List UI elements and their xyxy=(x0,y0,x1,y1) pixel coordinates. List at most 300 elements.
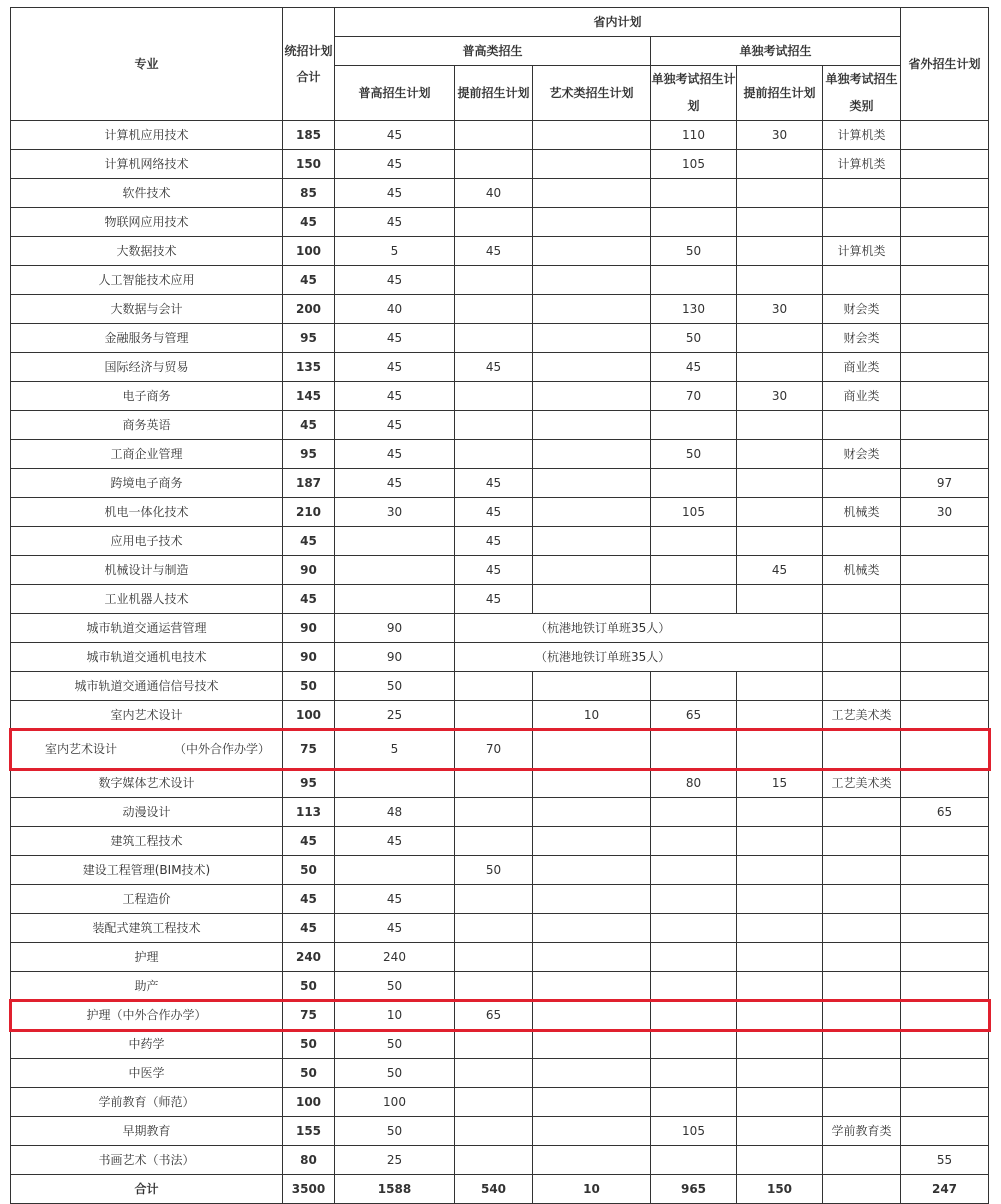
table-cell: 机械类 xyxy=(823,498,901,527)
table-cell: 540 xyxy=(455,1175,533,1204)
table-cell: 105 xyxy=(651,150,737,179)
table-cell: 装配式建筑工程技术 xyxy=(11,914,283,943)
table-cell: 45 xyxy=(335,382,455,411)
table-cell: 10 xyxy=(335,1001,455,1030)
table-cell: 187 xyxy=(283,469,335,498)
table-cell xyxy=(901,1088,989,1117)
table-cell xyxy=(651,672,737,701)
table-cell: 50 xyxy=(283,856,335,885)
table-cell: 75 xyxy=(283,730,335,769)
table-cell xyxy=(737,856,823,885)
table-cell: 3500 xyxy=(283,1175,335,1204)
table-cell: 45 xyxy=(335,324,455,353)
table-cell: 45 xyxy=(283,266,335,295)
table-row xyxy=(11,1030,989,1059)
table-cell xyxy=(533,798,651,827)
table-cell xyxy=(533,1088,651,1117)
table-cell xyxy=(901,1117,989,1146)
table-cell xyxy=(651,179,737,208)
table-row xyxy=(11,585,989,614)
table-cell: 工商企业管理 xyxy=(11,440,283,469)
table-row xyxy=(11,295,989,324)
table-row xyxy=(11,1088,989,1117)
table-row xyxy=(11,440,989,469)
table-cell: 90 xyxy=(335,643,455,672)
table-row xyxy=(11,701,989,730)
table-cell: （杭港地铁订单班35人） xyxy=(455,643,737,672)
table-cell: 45 xyxy=(283,208,335,237)
table-cell xyxy=(823,1146,901,1175)
table-cell xyxy=(651,943,737,972)
table-cell: 工艺美术类 xyxy=(823,701,901,730)
table-cell xyxy=(455,701,533,730)
table-cell: 130 xyxy=(651,295,737,324)
table-row xyxy=(11,527,989,556)
table-cell xyxy=(455,121,533,150)
table-cell xyxy=(651,208,737,237)
table-cell: 大数据与会计 xyxy=(11,295,283,324)
table-cell: 学前教育（师范） xyxy=(11,1088,283,1117)
table-cell: 50 xyxy=(283,972,335,1001)
table-cell xyxy=(823,1030,901,1059)
table-cell xyxy=(533,1146,651,1175)
table-cell xyxy=(533,121,651,150)
table-cell xyxy=(455,1030,533,1059)
table-cell: 计算机类 xyxy=(823,121,901,150)
table-cell xyxy=(901,701,989,730)
table-row xyxy=(11,769,989,798)
table-cell: 50 xyxy=(283,672,335,701)
table-row xyxy=(11,1146,989,1175)
table-cell xyxy=(533,972,651,1001)
table-cell: 95 xyxy=(283,440,335,469)
table-cell: 城市轨道交通运营管理 xyxy=(11,614,283,643)
table-cell: 跨境电子商务 xyxy=(11,469,283,498)
table-row xyxy=(11,856,989,885)
table-cell: 50 xyxy=(335,1117,455,1146)
table-cell: 113 xyxy=(283,798,335,827)
table-cell: 247 xyxy=(901,1175,989,1204)
table-cell xyxy=(533,672,651,701)
table-cell: 105 xyxy=(651,498,737,527)
table-cell: 数字媒体艺术设计 xyxy=(11,769,283,798)
header-single: 单独考试招生 xyxy=(651,37,901,66)
coop-note: （中外合作办学） xyxy=(173,742,270,756)
table-row xyxy=(11,614,989,643)
table-cell xyxy=(533,150,651,179)
table-cell: 45 xyxy=(283,885,335,914)
table-cell: 90 xyxy=(283,614,335,643)
table-cell xyxy=(823,469,901,498)
table-cell: 45 xyxy=(651,353,737,382)
table-row xyxy=(11,730,989,769)
table-cell xyxy=(335,769,455,798)
table-cell xyxy=(455,208,533,237)
table-cell xyxy=(901,827,989,856)
table-cell xyxy=(901,556,989,585)
table-cell: 软件技术 xyxy=(11,179,283,208)
table-cell xyxy=(737,798,823,827)
table-cell: 助产 xyxy=(11,972,283,1001)
table-cell: 建设工程管理(BIM技术) xyxy=(11,856,283,885)
table-cell: 计算机类 xyxy=(823,150,901,179)
table-cell xyxy=(737,208,823,237)
table-cell: 145 xyxy=(283,382,335,411)
table-cell xyxy=(455,914,533,943)
table-cell xyxy=(737,1088,823,1117)
table-row xyxy=(11,798,989,827)
table-row xyxy=(11,827,989,856)
enrollment-plan-table xyxy=(10,7,989,1204)
table-cell xyxy=(823,1059,901,1088)
table-cell: 45 xyxy=(283,585,335,614)
table-cell: 65 xyxy=(901,798,989,827)
table-cell: 185 xyxy=(283,121,335,150)
table-cell: 90 xyxy=(283,556,335,585)
table-cell: 30 xyxy=(335,498,455,527)
table-row xyxy=(11,469,989,498)
table-cell xyxy=(651,1030,737,1059)
table-cell xyxy=(823,1001,901,1030)
table-cell xyxy=(533,585,651,614)
table-cell xyxy=(901,614,989,643)
table-cell xyxy=(737,353,823,382)
table-cell: 45 xyxy=(335,469,455,498)
table-cell xyxy=(901,121,989,150)
table-cell: 30 xyxy=(737,295,823,324)
table-cell xyxy=(455,440,533,469)
table-cell: 50 xyxy=(335,1030,455,1059)
table-cell xyxy=(533,295,651,324)
table-cell xyxy=(823,266,901,295)
table-cell xyxy=(737,411,823,440)
table-cell xyxy=(651,827,737,856)
table-cell: 100 xyxy=(283,701,335,730)
table-cell xyxy=(455,943,533,972)
table-cell: 国际经济与贸易 xyxy=(11,353,283,382)
table-cell: 80 xyxy=(651,769,737,798)
table-cell: 100 xyxy=(335,1088,455,1117)
table-cell: 计算机网络技术 xyxy=(11,150,283,179)
table-cell: 65 xyxy=(651,701,737,730)
table-row xyxy=(11,179,989,208)
table-cell xyxy=(335,585,455,614)
table-cell xyxy=(651,1001,737,1030)
table-cell: 城市轨道交通通信信号技术 xyxy=(11,672,283,701)
table-cell xyxy=(455,769,533,798)
table-cell xyxy=(823,179,901,208)
table-cell: 1588 xyxy=(335,1175,455,1204)
table-cell xyxy=(737,614,823,643)
table-cell: 65 xyxy=(455,1001,533,1030)
table-cell: 45 xyxy=(335,208,455,237)
table-cell: 155 xyxy=(283,1117,335,1146)
table-cell xyxy=(651,556,737,585)
table-cell xyxy=(737,1030,823,1059)
table-cell xyxy=(651,972,737,1001)
table-cell xyxy=(737,1117,823,1146)
table-row xyxy=(11,498,989,527)
table-cell: 75 xyxy=(283,1001,335,1030)
table-cell xyxy=(901,353,989,382)
table-cell xyxy=(901,150,989,179)
table-cell xyxy=(455,1059,533,1088)
table-cell: 物联网应用技术 xyxy=(11,208,283,237)
table-cell xyxy=(533,1117,651,1146)
table-cell xyxy=(737,672,823,701)
table-cell xyxy=(901,856,989,885)
table-row xyxy=(11,237,989,266)
table-cell: 45 xyxy=(335,121,455,150)
table-cell: 45 xyxy=(335,827,455,856)
table-cell xyxy=(533,179,651,208)
table-cell xyxy=(533,827,651,856)
table-cell xyxy=(737,914,823,943)
table-cell xyxy=(737,885,823,914)
table-row xyxy=(11,1001,989,1030)
table-cell: 105 xyxy=(651,1117,737,1146)
table-row xyxy=(11,1117,989,1146)
table-cell: 应用电子技术 xyxy=(11,527,283,556)
table-row xyxy=(11,643,989,672)
table-cell xyxy=(737,730,823,769)
table-cell: 45 xyxy=(455,498,533,527)
table-cell xyxy=(823,914,901,943)
table-cell xyxy=(737,1146,823,1175)
table-cell: 30 xyxy=(901,498,989,527)
table-cell: 机械设计与制造 xyxy=(11,556,283,585)
table-cell xyxy=(901,208,989,237)
table-cell: 护理（中外合作办学） xyxy=(11,1001,283,1030)
table-cell: 人工智能技术应用 xyxy=(11,266,283,295)
table-row xyxy=(11,382,989,411)
table-row xyxy=(11,1059,989,1088)
table-cell: 965 xyxy=(651,1175,737,1204)
table-cell: 45 xyxy=(455,556,533,585)
table-cell: 45 xyxy=(335,411,455,440)
table-cell xyxy=(533,856,651,885)
table-row xyxy=(11,266,989,295)
table-cell: 机械类 xyxy=(823,556,901,585)
table-cell xyxy=(455,150,533,179)
header-general-plan: 普高招生计划 xyxy=(335,66,455,121)
table-cell: 45 xyxy=(455,237,533,266)
table-cell xyxy=(901,914,989,943)
table-cell xyxy=(901,179,989,208)
table-cell: 财会类 xyxy=(823,440,901,469)
table-cell: 30 xyxy=(737,121,823,150)
table-cell: 50 xyxy=(335,1059,455,1088)
table-cell: 25 xyxy=(335,1146,455,1175)
table-cell: （杭港地铁订单班35人） xyxy=(455,614,737,643)
table-cell xyxy=(737,827,823,856)
table-cell xyxy=(823,208,901,237)
table-cell: 财会类 xyxy=(823,324,901,353)
table-cell xyxy=(737,527,823,556)
table-cell xyxy=(11,730,283,769)
table-cell xyxy=(651,266,737,295)
table-cell xyxy=(651,1146,737,1175)
major-label: 室内艺术设计 xyxy=(45,742,118,756)
table-cell: 85 xyxy=(283,179,335,208)
table-cell: 45 xyxy=(335,885,455,914)
table-cell: 5 xyxy=(335,730,455,769)
table-cell: 建筑工程技术 xyxy=(11,827,283,856)
table-cell: 48 xyxy=(335,798,455,827)
table-cell: 护理 xyxy=(11,943,283,972)
table-cell: 45 xyxy=(335,150,455,179)
table-cell xyxy=(651,585,737,614)
table-cell: 200 xyxy=(283,295,335,324)
table-cell xyxy=(737,643,823,672)
table-row xyxy=(11,411,989,440)
table-row xyxy=(11,914,989,943)
table-cell xyxy=(533,769,651,798)
table-cell xyxy=(651,1059,737,1088)
table-cell: 电子商务 xyxy=(11,382,283,411)
header-total: 统招计划合计 xyxy=(283,8,335,121)
table-cell xyxy=(737,1059,823,1088)
table-cell: 25 xyxy=(335,701,455,730)
table-cell: 商业类 xyxy=(823,353,901,382)
table-cell xyxy=(737,701,823,730)
table-cell: 240 xyxy=(335,943,455,972)
table-cell: 城市轨道交通机电技术 xyxy=(11,643,283,672)
table-cell: 135 xyxy=(283,353,335,382)
table-cell xyxy=(823,943,901,972)
table-cell xyxy=(533,730,651,769)
table-row xyxy=(11,885,989,914)
table-cell: 商务英语 xyxy=(11,411,283,440)
table-row xyxy=(11,121,989,150)
table-cell xyxy=(533,498,651,527)
table-cell xyxy=(737,585,823,614)
table-cell: 45 xyxy=(335,440,455,469)
table-cell: 动漫设计 xyxy=(11,798,283,827)
table-cell xyxy=(455,672,533,701)
table-cell: 45 xyxy=(455,527,533,556)
table-cell xyxy=(533,353,651,382)
table-row xyxy=(11,353,989,382)
table-cell xyxy=(335,856,455,885)
table-cell: 70 xyxy=(455,730,533,769)
table-cell: 50 xyxy=(335,972,455,1001)
table-cell: 45 xyxy=(335,266,455,295)
table-cell: 45 xyxy=(283,411,335,440)
table-cell xyxy=(901,943,989,972)
table-cell: 50 xyxy=(651,324,737,353)
table-cell xyxy=(335,527,455,556)
table-row xyxy=(11,672,989,701)
table-cell xyxy=(823,585,901,614)
table-cell: 工艺美术类 xyxy=(823,769,901,798)
header-single-early: 提前招生计划 xyxy=(737,66,823,121)
table-cell: 中药学 xyxy=(11,1030,283,1059)
header-out-province: 省外招生计划 xyxy=(901,8,989,121)
table-cell: 50 xyxy=(335,672,455,701)
table-cell xyxy=(455,382,533,411)
table-cell: 室内艺术设计 xyxy=(11,701,283,730)
table-cell xyxy=(737,440,823,469)
table-cell xyxy=(533,440,651,469)
table-cell xyxy=(455,266,533,295)
table-cell: 50 xyxy=(283,1030,335,1059)
table-cell xyxy=(651,856,737,885)
table-cell xyxy=(533,208,651,237)
table-cell xyxy=(901,237,989,266)
table-cell xyxy=(901,885,989,914)
table-cell: 计算机应用技术 xyxy=(11,121,283,150)
header-single-category: 单独考试招生类别 xyxy=(823,66,901,121)
table-cell xyxy=(901,972,989,1001)
table-cell xyxy=(455,972,533,1001)
table-cell: 金融服务与管理 xyxy=(11,324,283,353)
table-cell xyxy=(737,943,823,972)
table-cell xyxy=(823,1175,901,1204)
table-cell: 45 xyxy=(335,353,455,382)
table-row xyxy=(11,208,989,237)
table-cell: 工程造价 xyxy=(11,885,283,914)
table-cell xyxy=(455,324,533,353)
table-cell: 90 xyxy=(335,614,455,643)
table-cell xyxy=(651,885,737,914)
table-cell: 合计 xyxy=(11,1175,283,1204)
table-cell xyxy=(901,440,989,469)
table-cell xyxy=(823,1088,901,1117)
table-cell xyxy=(901,324,989,353)
table-cell xyxy=(455,295,533,324)
table-cell: 95 xyxy=(283,769,335,798)
table-cell xyxy=(901,411,989,440)
table-row xyxy=(11,324,989,353)
table-cell: 15 xyxy=(737,769,823,798)
table-cell xyxy=(651,527,737,556)
table-cell: 150 xyxy=(737,1175,823,1204)
table-cell xyxy=(823,972,901,1001)
table-cell xyxy=(901,266,989,295)
table-cell xyxy=(533,914,651,943)
table-cell xyxy=(901,1059,989,1088)
table-cell: 40 xyxy=(455,179,533,208)
table-cell xyxy=(737,237,823,266)
table-cell xyxy=(335,556,455,585)
table-cell: 50 xyxy=(283,1059,335,1088)
table-cell xyxy=(651,730,737,769)
table-cell: 45 xyxy=(737,556,823,585)
table-cell: 50 xyxy=(651,237,737,266)
table-cell: 70 xyxy=(651,382,737,411)
table-cell xyxy=(901,295,989,324)
table-cell: 45 xyxy=(335,179,455,208)
table-cell xyxy=(737,469,823,498)
header-general: 普高类招生 xyxy=(335,37,651,66)
table-cell xyxy=(455,1088,533,1117)
table-cell xyxy=(901,1001,989,1030)
table-cell: 45 xyxy=(283,827,335,856)
table-cell xyxy=(533,885,651,914)
table-cell: 10 xyxy=(533,701,651,730)
table-cell: 100 xyxy=(283,1088,335,1117)
table-cell: 书画艺术（书法） xyxy=(11,1146,283,1175)
table-cell: 45 xyxy=(283,914,335,943)
table-cell xyxy=(901,672,989,701)
table-cell xyxy=(823,885,901,914)
table-cell xyxy=(737,1001,823,1030)
table-cell xyxy=(823,527,901,556)
table-cell: 商业类 xyxy=(823,382,901,411)
table-cell xyxy=(533,411,651,440)
table-cell xyxy=(737,150,823,179)
